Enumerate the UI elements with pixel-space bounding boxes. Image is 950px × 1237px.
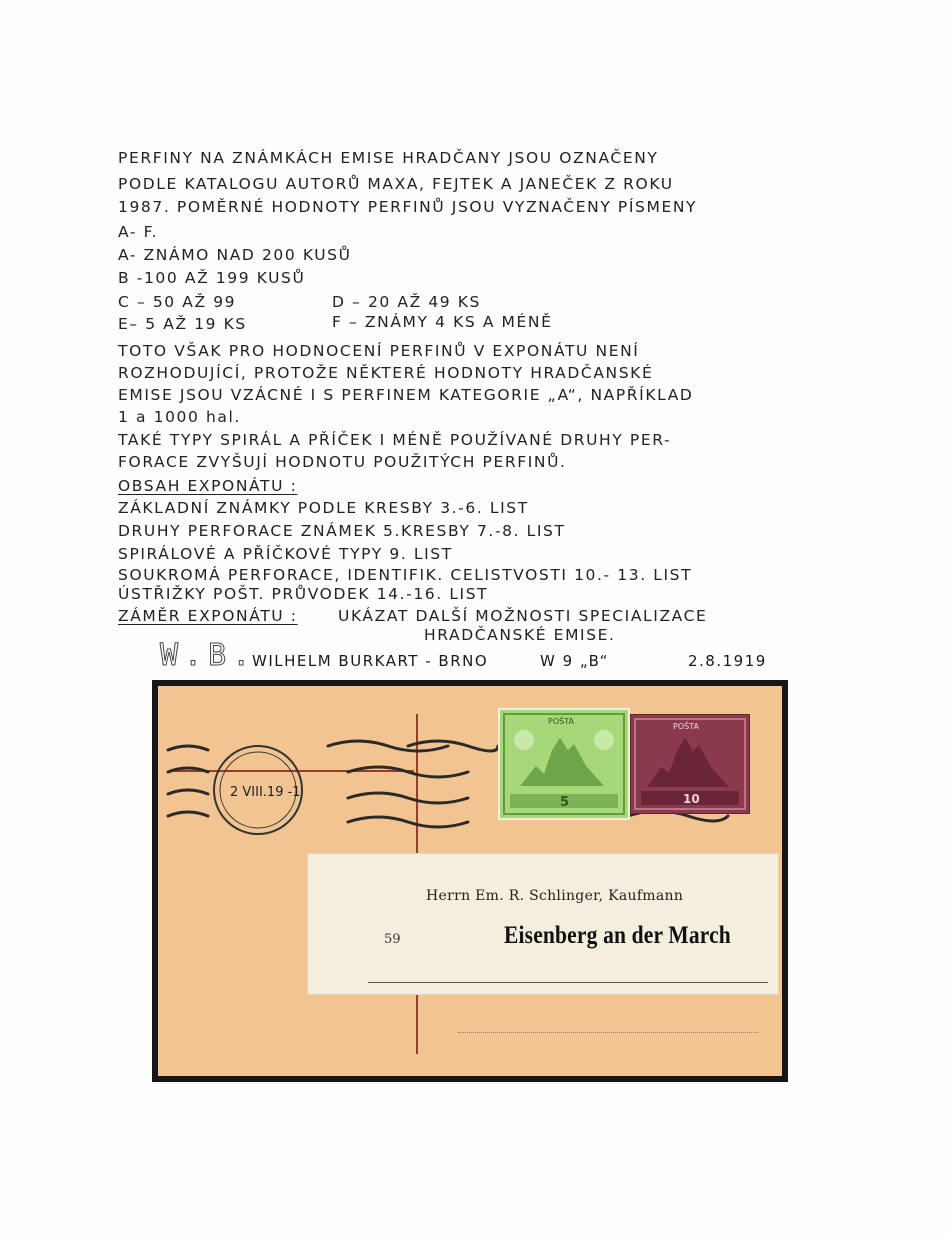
note-line: 1 a 1000 hal. xyxy=(118,408,241,426)
perfin-date: 2.8.1919 xyxy=(688,652,767,670)
perfin-pattern: W.B. xyxy=(160,638,257,673)
perfin-code: W 9 „B“ xyxy=(540,652,609,670)
address-number: 59 xyxy=(384,932,401,947)
contents-item: ZÁKLADNÍ ZNÁMKY PODLE KRESBY 3.-6. LIST xyxy=(118,499,529,517)
rating-e: E– 5 AŽ 19 KS xyxy=(118,315,247,333)
intro-line: PODLE KATALOGU AUTORŮ MAXA, FEJTEK A JANEČEK Z ROKU xyxy=(118,175,674,193)
rating-d: D – 20 AŽ 49 KS xyxy=(332,293,481,311)
note-line: TOTO VŠAK PRO HODNOCENÍ PERFINŮ V EXPONÁTU NENÍ xyxy=(118,342,640,360)
address-dotted-line xyxy=(458,1032,758,1033)
perfin-firm: WILHELM BURKART - BRNO xyxy=(252,652,489,670)
stamp-green-header: POŠTA xyxy=(548,717,574,726)
contents-item: SOUKROMÁ PERFORACE, IDENTIFIK. CELISTVOSTI 10.- 13. LIST xyxy=(118,566,693,584)
stamp-violet-value: 10 xyxy=(683,792,700,806)
intro-line: PERFINY NA ZNÁMKÁCH EMISE HRADČANY JSOU OZNAČENY xyxy=(118,149,659,167)
intro-line: A- F. xyxy=(118,223,159,241)
note-line: ROZHODUJÍCÍ, PROTOŽE NĚKTERÉ HODNOTY HRADČANSKÉ xyxy=(118,364,654,382)
castle-vignette-icon xyxy=(631,715,749,813)
note-line: EMISE JSOU VZÁCNÉ I S PERFINEM KATEGORIE „A“, NAPŘÍKLAD xyxy=(118,386,694,404)
aim-heading: ZÁMĚR EXPONÁTU : xyxy=(118,607,298,625)
contents-item: ÚSTŘIŽKY POŠT. PRŮVODEK 14.-16. LIST xyxy=(118,585,489,603)
stamp-violet-10h xyxy=(630,714,750,814)
rating-f: F – ZNÁMY 4 KS A MÉNĚ xyxy=(332,313,553,331)
contents-item: SPIRÁLOVÉ A PŘÍČKOVÉ TYPY 9. LIST xyxy=(118,545,453,563)
note-line: TAKÉ TYPY SPIRÁL A PŘÍČEK I MÉNĚ POUŽÍVANÉ DRUHY PER- xyxy=(118,431,672,449)
rating-c: C – 50 AŽ 99 xyxy=(118,293,237,311)
postcard xyxy=(158,686,782,1076)
address-destination: Eisenberg an der March xyxy=(504,922,731,949)
address-rule xyxy=(368,982,768,983)
castle-vignette-icon xyxy=(500,710,628,818)
aim-text-2: HRADČANSKÉ EMISE. xyxy=(424,626,616,644)
note-line: FORACE ZVYŠUJÍ HODNOTU POUŽITÝCH PERFINŮ. xyxy=(118,453,567,471)
aim-text: UKÁZAT DALŠÍ MOŽNOSTI SPECIALIZACE xyxy=(338,607,708,625)
intro-line: 1987. POMĚRNÉ HODNOTY PERFINŮ JSOU VYZNAČENY PÍSMENY xyxy=(118,198,698,216)
rating-a: A- ZNÁMO NAD 200 KUSŮ xyxy=(118,246,352,264)
stamp-green-5h xyxy=(498,708,630,820)
contents-heading: OBSAH EXPONÁTU : xyxy=(118,477,298,495)
rating-b: B -100 AŽ 199 KUSŮ xyxy=(118,269,306,287)
stamp-violet-header: POŠTA xyxy=(673,722,699,731)
contents-item: DRUHY PERFORACE ZNÁMEK 5.KRESBY 7.-8. LIST xyxy=(118,522,566,540)
postmark-date: 2 VIII.19 -1 xyxy=(230,785,301,800)
stamp-green-value: 5 xyxy=(560,795,570,810)
address-recipient: Herrn Em. R. Schlinger, Kaufmann xyxy=(426,888,684,904)
address-label xyxy=(308,854,778,994)
